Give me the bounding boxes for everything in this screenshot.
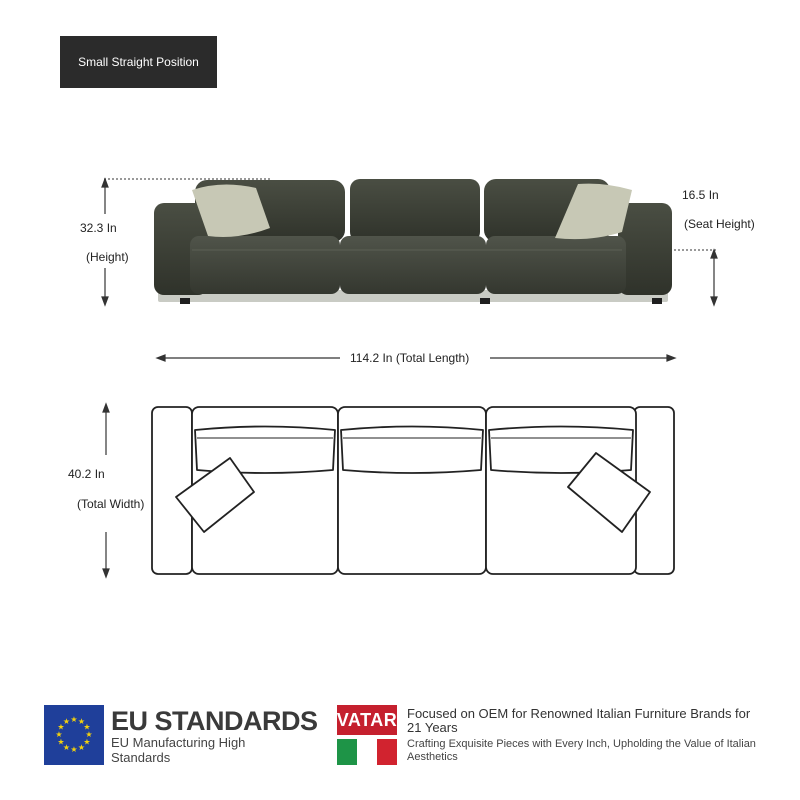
sofa-photo — [154, 179, 672, 304]
sofa-top-view — [152, 407, 674, 574]
width-arrow — [103, 404, 109, 577]
svg-text:★: ★ — [70, 715, 78, 724]
seat-height-arrow — [711, 250, 717, 305]
svg-text:★: ★ — [83, 737, 91, 747]
italy-flag-icon — [337, 739, 397, 765]
total-width-caption: (Total Width) — [77, 497, 145, 511]
svg-text:★: ★ — [55, 730, 63, 739]
height-value: 32.3 In — [80, 221, 117, 235]
svg-text:★: ★ — [57, 737, 65, 747]
total-length-label: 114.2 In (Total Length) — [350, 351, 470, 365]
svg-text:★: ★ — [62, 717, 71, 726]
height-caption: (Height) — [86, 250, 129, 264]
svg-text:★: ★ — [77, 717, 86, 726]
svg-text:★: ★ — [77, 743, 86, 752]
total-width-value: 40.2 In — [68, 467, 105, 481]
brand-title: Focused on OEM for Renowned Italian Furniture Brands for 21 Years — [407, 706, 751, 735]
seat-height-caption: (Seat Height) — [684, 217, 755, 231]
svg-text:★: ★ — [62, 743, 71, 752]
eu-standards-title: EU STANDARDS — [111, 706, 318, 736]
vatar-logo — [337, 705, 397, 735]
vatar-logo-text: VATAR — [336, 709, 398, 730]
svg-text:★: ★ — [57, 722, 65, 732]
eu-standards-subtitle: EU Manufacturing High Standards — [111, 735, 246, 765]
seat-height-value: 16.5 In — [682, 188, 719, 202]
brand-subtitle: Crafting Exquisite Pieces with Every Inch, Upholding the Value of Italian Aesthetics — [407, 738, 756, 763]
svg-text:★: ★ — [70, 745, 78, 754]
height-arrow — [102, 179, 108, 305]
svg-text:★: ★ — [83, 722, 91, 732]
variant-tag-label: Small Straight Position — [78, 55, 199, 69]
eu-flag-icon — [44, 705, 104, 765]
svg-text:★: ★ — [85, 730, 93, 739]
